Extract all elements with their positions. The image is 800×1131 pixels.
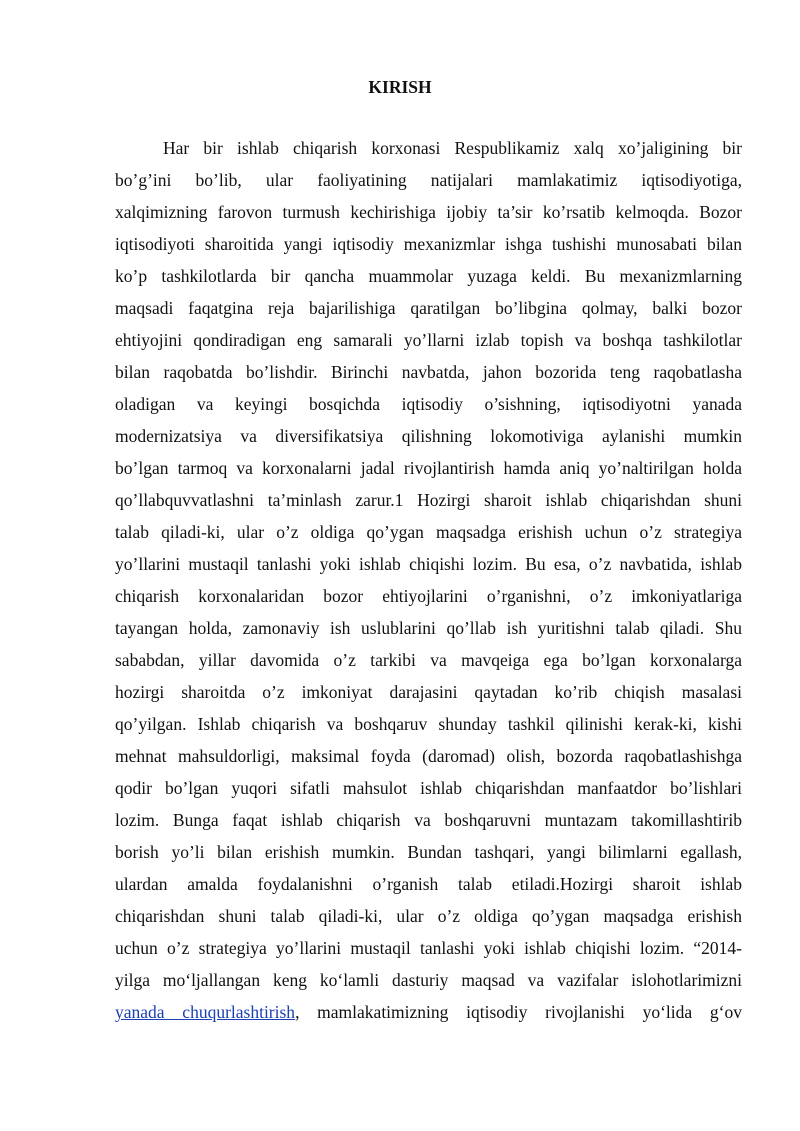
text-line: Har bir ishlab chiqarish korxonasi Respublikamiz xalq xo’jaligining bir (163, 138, 742, 158)
text-line: bo’g’ini bo’lib, ular faoliyatining natijalari mamlakatimiz iqtisodiyotiga, (115, 170, 742, 190)
text-line: talab qiladi-ki, ular o’z oldiga qo’ygan maqsadga erishish uchun o’z strategiya (115, 522, 742, 542)
text-line: mehnat mahsuldorligi, maksimal foyda (daromad) olish, bozorda raqobatlashishga (115, 746, 742, 766)
text-line: chiqarish korxonalaridan bozor ehtiyojlarini o’rganishni, o’z imkoniyatlariga (115, 586, 742, 606)
text-line: maqsadi faqatgina reja bajarilishiga qaratilgan bo’libgina qolmay, balki bozor (115, 298, 742, 318)
text-line: tayangan holda, zamonaviy ish uslublarini qo’llab ish yuritishni talab qiladi. Shu (115, 618, 742, 638)
text-line: bilan raqobatda bo’lishdir. Birinchi navbatda, jahon bozorida teng raqobatlasha (115, 362, 742, 382)
text-line: ulardan amalda foydalanishni o’rganish talab etiladi.Hozirgi sharoit ishlab (115, 874, 742, 894)
text-line: oladigan va keyingi bosqichda iqtisodiy o’sishning, iqtisodiyotni yanada (115, 394, 742, 414)
text-line: uchun o’z strategiya yo’llarini mustaqil tanlashi yoki ishlab chiqishi lozim. “2014- (115, 938, 742, 958)
text-line: sababdan, yillar davomida o’z tarkibi va mavqeiga ega bo’lgan korxonalarga (115, 650, 742, 670)
text-line: yo’llarini mustaqil tanlashi yoki ishlab chiqishi lozim. Bu esa, o’z navbatida, ishlab (115, 554, 742, 574)
text-line: xalqimizning farovon turmush kechirishiga ijobiy ta’sir ko’rsatib kelmoqda. Bozor (115, 202, 742, 222)
text-line: hozirgi sharoitda o’z imkoniyat darajasini qaytadan ko’rib chiqish masalasi (115, 682, 742, 702)
text-line: bo’lgan tarmoq va korxonalarni jadal rivojlantirish hamda aniq yo’naltirilgan holda (115, 458, 742, 478)
page-title: KIRISH (368, 77, 432, 97)
text-line-with-link (115, 1000, 742, 1024)
text-line: chiqarishdan shuni talab qiladi-ki, ular o’z oldiga qo’ygan maqsadga erishish (115, 906, 742, 926)
text-line-rest: , mamlakatimizning iqtisodiy rivojlanishi yo‘lida g‘ov (295, 1002, 742, 1022)
text-line: qodir bo’lgan yuqori sifatli mahsulot ishlab chiqarishdan manfaatdor bo’lishlari (115, 778, 742, 798)
text-line: qo’yilgan. Ishlab chiqarish va boshqaruv shunday tashkil qilinishi kerak-ki, kishi (115, 714, 742, 734)
yanada-chuqurlashtirish-link[interactable]: yanada chuqurlashtirish (115, 1002, 296, 1022)
text-line: lozim. Bunga faqat ishlab chiqarish va boshqaruvni muntazam takomillashtirib (115, 810, 742, 830)
text-line: ehtiyojini qondiradigan eng samarali yo’llarni izlab topish va boshqa tashkilotlar (115, 330, 742, 350)
text-line: modernizatsiya va diversifikatsiya qilishning lokomotiviga aylanishi mumkin (115, 426, 742, 446)
text-line: yilga mo‘ljallangan keng ko‘lamli dasturiy maqsad va vazifalar islohotlarimizni (115, 970, 742, 990)
text-line: qo’llabquvvatlashni ta’minlash zarur.1 Hozirgi sharoit ishlab chiqarishdan shuni (115, 490, 742, 510)
text-line: ko’p tashkilotlarda bir qancha muammolar yuzaga keldi. Bu mexanizmlarning (115, 266, 742, 286)
text-line: iqtisodiyoti sharoitida yangi iqtisodiy mexanizmlar ishga tushishi munosabati bilan (115, 234, 742, 254)
text-line: borish yo’li bilan erishish mumkin. Bundan tashqari, yangi bilimlarni egallash, (115, 842, 742, 862)
